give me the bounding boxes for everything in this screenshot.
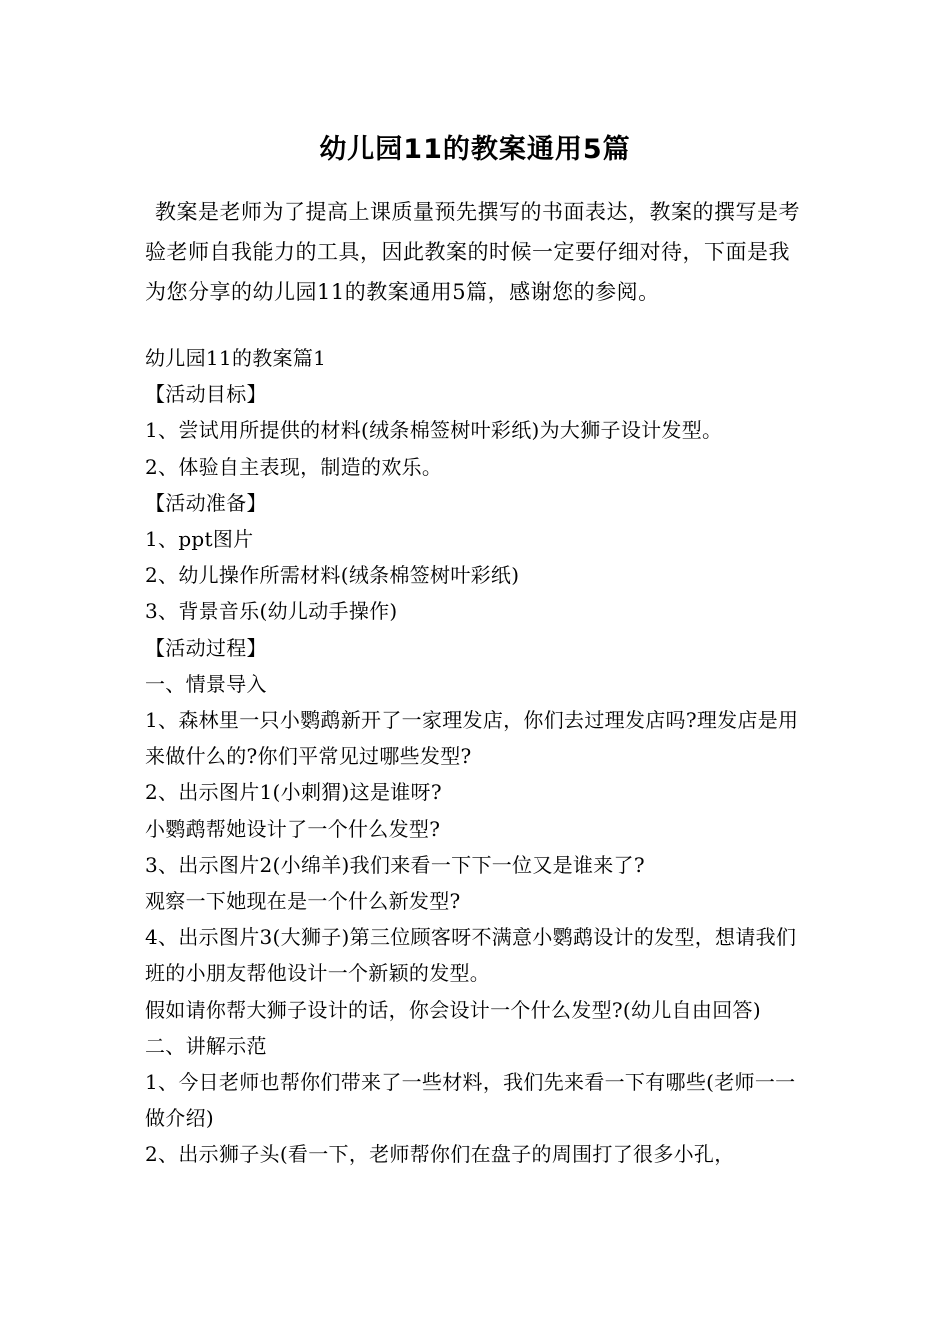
document-body: [145, 340, 810, 1173]
body-line: 1、森林里一只小鹦鹉新开了一家理发店，你们去过理发店吗?理发店是用来做什么的?你们平常见过哪些发型?: [145, 708, 799, 769]
body-line: 小鹦鹉帮她设计了一个什么发型?: [145, 816, 441, 841]
body-line: 假如请你帮大狮子设计的话，你会设计一个什么发型?(幼儿自由回答): [145, 997, 761, 1022]
body-line: 2、体验自主表现，制造的欢乐。: [145, 454, 443, 479]
subheading-activity-prep: 【活动准备】: [145, 490, 267, 515]
subheading-activity-goals: 【活动目标】: [145, 382, 267, 407]
document-title: 幼儿园11的教案通用5篇: [319, 134, 631, 165]
body-line: 2、出示图片1(小刺猬)这是谁呀?: [145, 780, 442, 805]
intro-text: 教案是老师为了提高上课质量预先撰写的书面表达，教案的撰写是考验老师自我能力的工具，因此教案的时候一定要仔细对待，下面是我为您分享的幼儿园11的教案通用5篇，感谢您的参阅。: [145, 200, 800, 304]
section-heading: 幼儿园11的教案篇1: [145, 346, 327, 370]
body-line: 2、出示狮子头(看一下，老师帮你们在盘子的周围打了很多小孔，: [145, 1142, 735, 1167]
body-line: 2、幼儿操作所需材料(绒条棉签树叶彩纸): [145, 563, 520, 588]
body-line: 观察一下她现在是一个什么新发型?: [145, 889, 461, 914]
intro-paragraph: [145, 192, 810, 312]
body-line: 4、出示图片3(大狮子)第三位顾客呀不满意小鹦鹉设计的发型，想请我们班的小朋友帮他设计一个新颖的发型。: [145, 925, 797, 986]
body-line: 3、出示图片2(小绵羊)我们来看一下下一位又是谁来了?: [145, 852, 645, 877]
subheading-activity-process: 【活动过程】: [145, 635, 267, 660]
body-line: 1、今日老师也帮你们带来了一些材料，我们先来看一下有哪些(老师一一做介绍): [145, 1070, 796, 1131]
body-line: 一、情景导入: [145, 671, 267, 696]
body-line: 二、讲解示范: [145, 1033, 267, 1058]
body-line: 1、ppt图片: [145, 527, 254, 552]
body-line: 3、背景音乐(幼儿动手操作): [145, 599, 398, 624]
body-line: 1、尝试用所提供的材料(绒条棉签树叶彩纸)为大狮子设计发型。: [145, 418, 723, 443]
